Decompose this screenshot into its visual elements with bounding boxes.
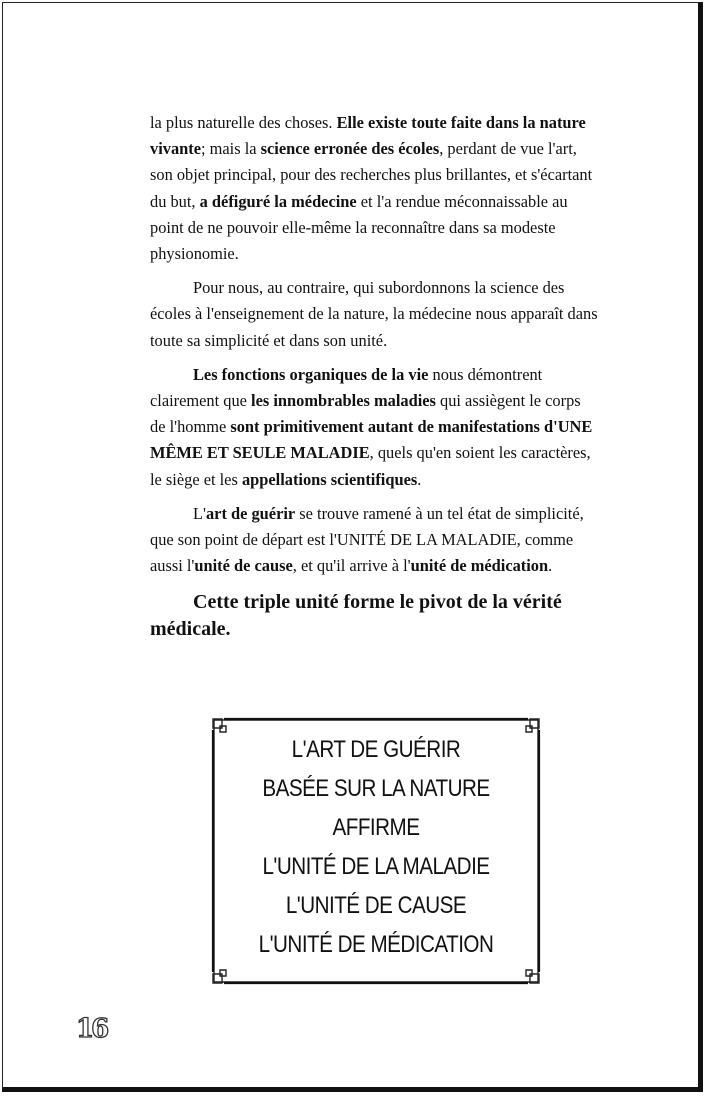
emphasis: unité de médication — [410, 556, 549, 576]
emphasis: sont primitivement autant de manifestations d'UNE MÊME ET SEULE MALADIE — [150, 417, 593, 463]
paragraph-2: Pour nous, au contraire, qui subordonnons la science des écoles à l'enseignement de la nature, la médecine nous apparaît dans toute sa simplicité et dans son unité. — [150, 278, 598, 350]
emphasis: art de guérir — [205, 503, 296, 523]
body-text — [150, 110, 600, 643]
emphasis: appellations scientifiques — [241, 469, 418, 489]
emphasis: unité de cause — [194, 556, 293, 576]
headline: Cette triple unité forme le pivot de la vérité médicale. — [150, 591, 562, 641]
page-number: 16 — [76, 1014, 107, 1044]
frame-line: BASÉE SUR LA NATURE — [262, 775, 490, 802]
frame-line: AFFIRME — [332, 814, 420, 841]
paragraph-1: la plus naturelle des choses. Elle existe toute faite dans la nature vivante; mais la science erronée des écoles, perdant de vue l'art, son objet principal, pour des recherches plus brillantes, et s'écartant du but, a défiguré la médecine et l'a rendue méconnaissable au point de ne pouvoir elle-même la reconnaître dans sa modeste physionomie. — [150, 113, 593, 264]
paragraph-3: Les fonctions organiques de la vie nous démontrent clairement que les innombrables maladies qui assiègent le corps de l'homme sont primitivement autant de manifestations d'UNE MÊME ET SEULE MALADIE, quels qu'en soient les caractères, le siège et les appellations scientifiques. — [150, 364, 593, 489]
framed-text — [210, 730, 542, 964]
emphasis: Elle existe toute faite dans la nature vivante — [150, 113, 586, 159]
frame-line: L'UNITÉ DE CAUSE — [285, 892, 467, 919]
framed-box — [210, 716, 542, 986]
emphasis: les innombrables maladies — [251, 391, 436, 411]
frame-line: L'UNITÉ DE MÉDICATION — [258, 931, 494, 958]
emphasis: Les fonctions organiques de la vie — [193, 364, 429, 384]
paragraph-4: L'art de guérir se trouve ramené à un tel état de simplicité, que son point de départ est l'UNITÉ DE LA MALADIE, comme aussi l'unité de cause, et qu'il arrive à l'unité de médication. — [150, 503, 584, 576]
emphasis: science erronée des écoles — [260, 139, 440, 159]
frame-line: L'ART DE GUÉRIR — [291, 736, 461, 763]
emphasis: a défiguré la médecine — [199, 191, 357, 211]
frame-line: L'UNITÉ DE LA MALADIE — [262, 853, 490, 880]
